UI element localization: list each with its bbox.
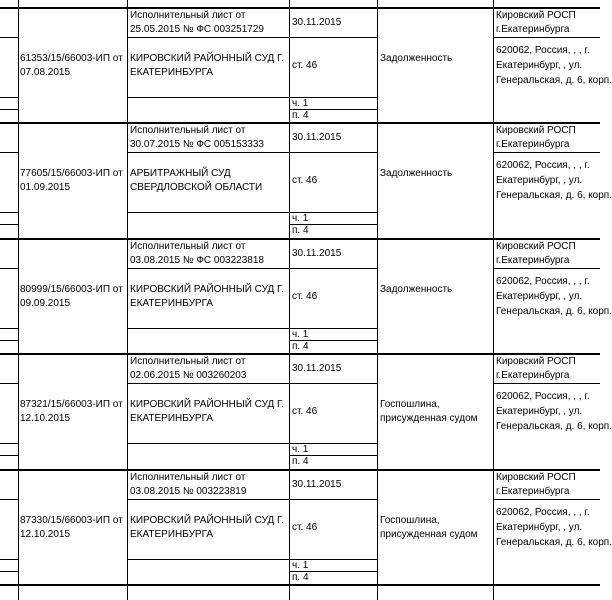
stub-line [0,443,18,444]
law-part: ч. 1 [292,560,309,571]
enforcement-number: 87321/15/66003-ИП от [20,399,123,410]
doc-divider [127,499,377,500]
writ-number: 03.08.2015 № ФС 003223818 [130,255,264,266]
stub-line [0,340,18,341]
bailiff-department: Кировский РОСП [496,125,576,136]
stub-line [0,224,18,225]
court-city: ЕКАТЕРИНБУРГА [130,529,214,540]
writ-description: Исполнительный лист от [130,241,246,252]
debt-subject: Задолженность [380,168,453,179]
doc-divider [127,268,377,269]
stub-line [0,97,18,98]
end-date: 30.11.2015 [292,479,342,490]
column-divider [18,0,19,600]
address-city: Екатеринбург, , ул. [496,291,583,302]
dept-divider [493,383,600,384]
address-city: Екатеринбург, , ул. [496,175,583,186]
column-divider [493,0,494,600]
address-street: Генеральская, д. 6, корп. [496,537,612,548]
law-part: ч. 1 [292,213,309,224]
bailiff-department: Кировский РОСП [496,356,576,367]
debt-subject: Задолженность [380,284,453,295]
law-point: п. 4 [292,341,309,352]
doc-divider [127,37,377,38]
stub-line [0,328,18,329]
law-point: п. 4 [292,225,309,236]
bailiff-city: г.Екатеринбурга [496,486,570,497]
law-point: п. 4 [292,456,309,467]
stub-line [0,152,18,153]
record-separator [0,584,600,586]
bailiff-department: Кировский РОСП [496,241,576,252]
stub-line [0,455,18,456]
article: ст. 46 [292,522,318,533]
bailiff-department: Кировский РОСП [496,472,576,483]
article: ст. 46 [292,60,318,71]
court-city: ЕКАТЕРИНБУРГА [130,413,214,424]
end-date: 30.11.2015 [292,363,342,374]
dept-divider [493,152,600,153]
writ-description: Исполнительный лист от [130,125,246,136]
stub-line [0,109,18,110]
stub-line [0,37,18,38]
enforcement-number: 80999/15/66003-ИП от [20,284,123,295]
writ-number: 03.08.2015 № 003223819 [130,486,247,497]
dept-divider [493,268,600,269]
enforcement-number-date: 12.10.2015 [20,413,71,424]
debt-subject: Задолженность [380,53,453,64]
address-street: Генеральская, д. 6, корп. [496,190,612,201]
enforcement-number: 61353/15/66003-ИП от [20,53,123,64]
enforcement-number: 77605/15/66003-ИП от [20,168,123,179]
address-line: 620062, Россия, , , г. [496,45,590,56]
court-name: АРБИТРАЖНЫЙ СУД [130,168,231,179]
stub-line [0,212,18,213]
bailiff-city: г.Екатеринбурга [496,370,570,381]
enforcement-number-date: 01.09.2015 [20,182,71,193]
debt-subject-detail: присужденная судом [380,529,478,540]
address-line: 620062, Россия, , , г. [496,391,590,402]
stub-line [0,383,18,384]
debt-subject: Госпошлина, [380,399,440,410]
court-city: ЕКАТЕРИНБУРГА [130,67,214,78]
writ-number: 25.05.2015 № ФС 003251729 [130,24,264,35]
court-city: ЕКАТЕРИНБУРГА [130,298,214,309]
court-name: КИРОВСКИЙ РАЙОННЫЙ СУД Г. [130,399,284,410]
end-date: 30.11.2015 [292,248,342,259]
column-divider [289,0,290,600]
stub-line [0,559,18,560]
law-point: п. 4 [292,572,309,583]
law-part: ч. 1 [292,444,309,455]
stub-line [0,499,18,500]
article: ст. 46 [292,291,318,302]
enforcement-number-date: 12.10.2015 [20,529,71,540]
bailiff-department: Кировский РОСП [496,10,576,21]
address-street: Генеральская, д. 6, корп. [496,421,612,432]
writ-description: Исполнительный лист от [130,472,246,483]
writ-description: Исполнительный лист от [130,356,246,367]
enforcement-number-date: 07.08.2015 [20,67,71,78]
article: ст. 46 [292,406,318,417]
address-line: 620062, Россия, , , г. [496,160,590,171]
law-part: ч. 1 [292,98,309,109]
writ-number: 02.06.2015 № 003260203 [130,370,247,381]
doc-divider [127,383,377,384]
address-street: Генеральская, д. 6, корп. [496,75,612,86]
end-date: 30.11.2015 [292,132,342,143]
writ-number: 30.07.2015 № ФС 005153333 [130,139,264,150]
address-city: Екатеринбург, , ул. [496,60,583,71]
bailiff-city: г.Екатеринбурга [496,139,570,150]
bailiff-city: г.Екатеринбурга [496,255,570,266]
address-line: 620062, Россия, , , г. [496,276,590,287]
address-line: 620062, Россия, , , г. [496,507,590,518]
stub-line [0,571,18,572]
column-divider [377,0,378,600]
end-date: 30.11.2015 [292,17,342,28]
law-point: п. 4 [292,110,309,121]
dept-divider [493,37,600,38]
doc-divider [127,152,377,153]
court-name: КИРОВСКИЙ РАЙОННЫЙ СУД Г. [130,515,284,526]
debt-subject: Госпошлина, [380,515,440,526]
law-part: ч. 1 [292,329,309,340]
address-city: Екатеринбург, , ул. [496,522,583,533]
stub-line [0,268,18,269]
court-name: КИРОВСКИЙ РАЙОННЫЙ СУД Г. [130,53,284,64]
court-city: СВЕРДЛОВСКОЙ ОБЛАСТИ [130,182,263,193]
court-name: КИРОВСКИЙ РАЙОННЫЙ СУД Г. [130,284,284,295]
bailiff-city: г.Екатеринбурга [496,24,570,35]
dept-divider [493,499,600,500]
debt-subject-detail: присужденная судом [380,413,478,424]
enforcement-number-date: 09.09.2015 [20,298,71,309]
address-city: Екатеринбург, , ул. [496,406,583,417]
article: ст. 46 [292,175,318,186]
address-street: Генеральская, д. 6, корп. [496,306,612,317]
writ-description: Исполнительный лист от [130,10,246,21]
enforcement-number: 87330/15/66003-ИП от [20,515,123,526]
